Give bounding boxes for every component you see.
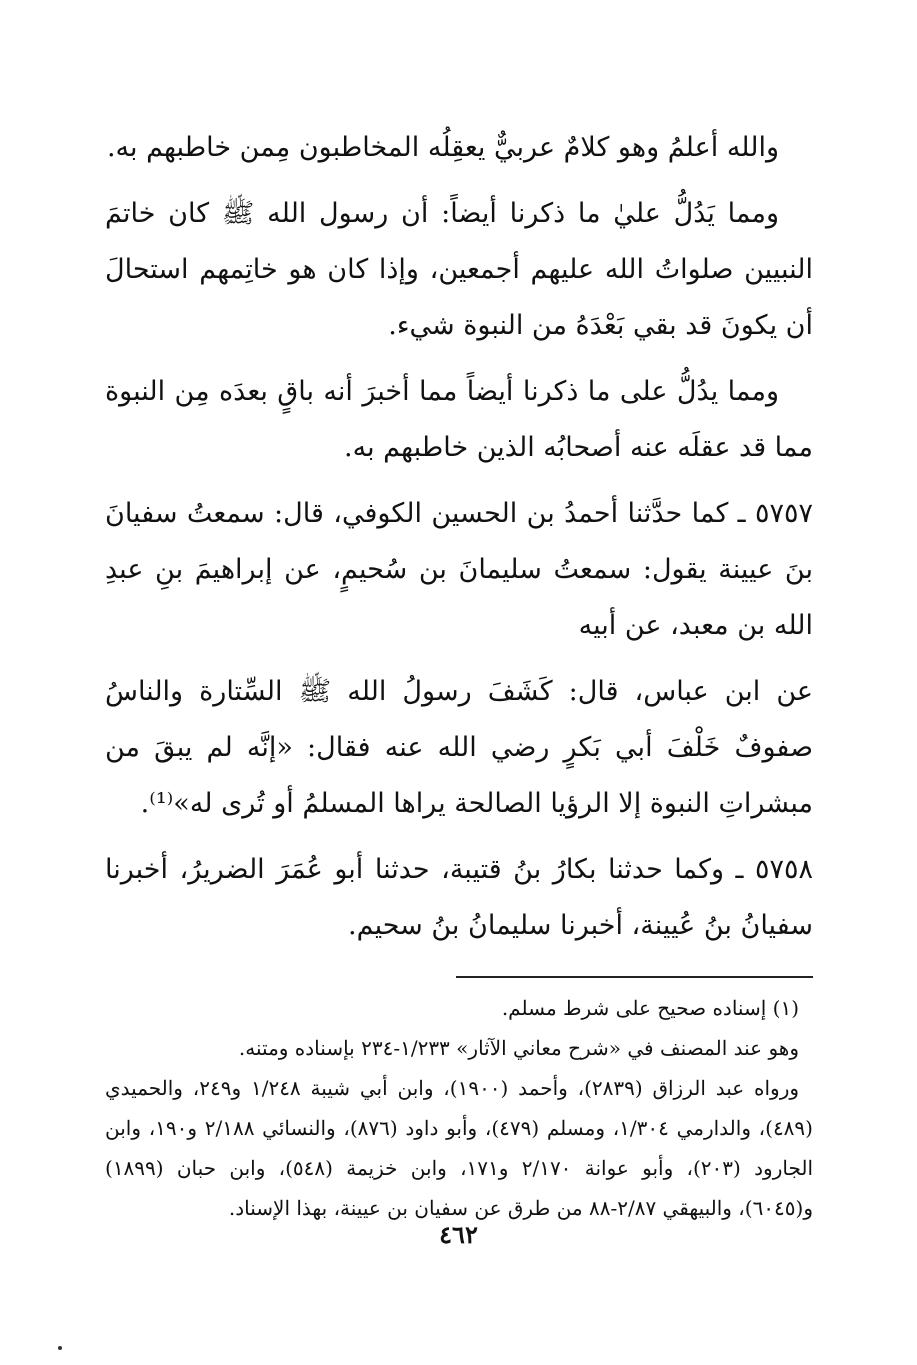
- paragraph-1: والله أعلمُ وهو كلامٌ عربيٌّ يعقِلُه المخاطبون مِمن خاطبهم به.: [106, 132, 779, 163]
- paragraph-2: ومما يَدُلُّ عليٰ ما ذكرنا أيضاً: أن رسول الله ﷺ كان خاتمَ النبيين صلواتُ الله عليهم أجمعين، وإذا كان هو خاتِمهم استحالَ أن يكونَ قد بقي بَعْدَهُ من النبوة شيء.: [105, 198, 813, 341]
- paragraph-3: ومما يدُلُّ على ما ذكرنا أيضاً مما أخبرَ أنه باقٍ بعدَه مِن النبوة مما قد عقلَه عنه أصحابُه الذين خاطبهم به.: [105, 376, 813, 463]
- hadith-5757-chain: ٥٧٥٧ ـ كما حدَّثنا أحمدُ بن الحسين الكوفي، قال: سمعتُ سفيانَ بنَ عيينة يقول: سمعتُ سليمانَ بن سُحيمٍ، عن إبراهيمَ بنِ عبدِ الله بن معبد، عن أبيه: [105, 498, 813, 641]
- footnote-separator: [456, 976, 813, 978]
- footnote-1: (١) إسناده صحيح على شرط مسلم.: [501, 996, 799, 1020]
- scan-mark: [58, 1346, 62, 1350]
- footnote-1-takhrij: ورواه عبد الرزاق (٢٨٣٩)، وأحمد (١٩٠٠)، وابن أبي شيبة ١/٢٤٨ و٢٤٩، والحميدي (٤٨٩)، والدارمي ١/٣٠٤، ومسلم (٤٧٩)، وأبو داود (٨٧٦)، والنسائي ٢/١٨٨ و١٩٠، وابن الجارود (٢٠٣)، وأبو عوانة ٢/١٧٠ و١٧١، وابن خزيمة (٥٤٨)، وابن حبان (١٨٩٩) و(٦٠٤٥)، والبيهقي ٢/٨٧-٨٨ من طرق عن سفيان بن عيينة، بهذا الإسناد.: [105, 1076, 814, 1220]
- hadith-5758-chain: ٥٧٥٨ ـ وكما حدثنا بكارُ بنُ قتيبة، حدثنا أبو عُمَرَ الضريرُ، أخبرنا سفيانُ بنُ عُيينة، أخبرنا سليمانُ بنُ سحيم.: [105, 854, 813, 941]
- hadith-5757-text: عن ابن عباس، قال: كَشَفَ رسولُ الله ﷺ السِّتارة والناسُ صفوفٌ خَلْفَ أبي بَكرٍ رضي الله عنه فقال: «إنَّه لم يبقَ من مبشراتِ النبوة إلا الرؤيا الصالحة يراها المسلمُ أو تُرى له»⁽¹⁾.: [105, 676, 813, 819]
- book-page: [105, 120, 813, 1320]
- page-number: ٤٦٢: [439, 1220, 478, 1249]
- footnote-1-source: وهو عند المصنف في «شرح معاني الآثار» ١/٢٣٣-٢٣٤ بإسناده ومتنه.: [238, 1036, 799, 1060]
- footnotes: [105, 988, 813, 1228]
- main-text: [105, 120, 813, 954]
